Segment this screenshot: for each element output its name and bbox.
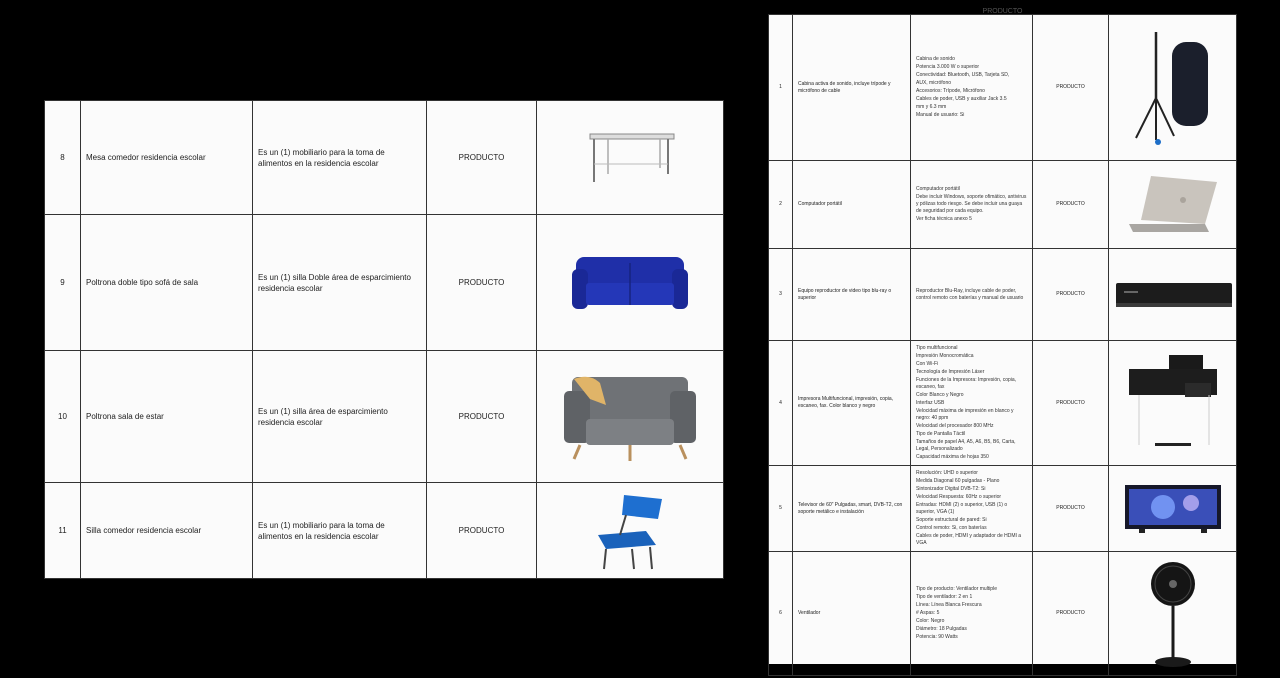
item-number: 2 xyxy=(769,161,793,249)
laptop-icon xyxy=(1125,172,1221,238)
item-specs: Computador portátil Debe incluir Windows, soporte ofimático, antivirus y pólizas todo riesgo. Se debe incluir una guaya de seguridad por cada equipo. Ver ficha técnica anexo 5 xyxy=(911,161,1033,249)
item-description: Es un (1) silla Doble área de esparcimiento residencia escolar xyxy=(253,215,427,351)
table-row xyxy=(769,552,1237,676)
item-number: 9 xyxy=(45,215,81,351)
item-specs: Resolución: UHD o superior Medida Diagonal 60 pulgadas - Plano Sintonizador Digital DVB-T2: Si Velocidad Respuesta: 60Hz o superior Entradas: HDMI (2) o superior, USB (1) o superior, VGA (1) Soporte estructural de pared: Si Control remoto: Si, con baterías Cables de poder, HDMI y adaptador de HDMI a VGA xyxy=(911,466,1033,552)
printer-icon xyxy=(1125,353,1221,453)
item-name: Impresora Multifuncional, impresión, copia, escaneo, fax. Color blanco y negro xyxy=(793,341,911,466)
item-name: Equipo reproductor de video tipo blu-ray o superior xyxy=(793,249,911,341)
item-type: PRODUCTO xyxy=(1033,161,1109,249)
item-name: Televisor de 60" Pulgadas, smart, DVB-T2, con soporte metálico e instalación xyxy=(793,466,911,552)
item-specs: Reproductor Blu-Ray, incluye cable de poder, control remoto con baterías y manual de usuario xyxy=(911,249,1033,341)
right-document-page xyxy=(768,8,1237,664)
item-image-cell xyxy=(1109,341,1237,466)
item-type: PRODUCTO xyxy=(1033,466,1109,552)
item-image-cell xyxy=(537,351,724,483)
table-row xyxy=(769,466,1237,552)
item-type: PRODUCTO xyxy=(427,215,537,351)
item-description: Es un (1) mobiliario para la toma de alimentos en la residencia escolar xyxy=(253,483,427,579)
item-number: 10 xyxy=(45,351,81,483)
item-name: Ventilador xyxy=(793,552,911,676)
chair-icon xyxy=(590,491,670,571)
item-specs: Tipo de producto: Ventilador multiple Tipo de ventilador: 2 en 1 Línea: Línea Blanca Frescura # Aspas: 5 Color: Negro Diámetro: 18 Pulgadas Potencia: 90 Watts xyxy=(911,552,1033,676)
table-row xyxy=(769,161,1237,249)
table-row xyxy=(769,15,1237,161)
item-number: 6 xyxy=(769,552,793,676)
armchair-icon xyxy=(560,369,700,465)
table-row xyxy=(769,249,1237,341)
table-row xyxy=(45,101,724,215)
item-name: Mesa comedor residencia escolar xyxy=(81,101,253,215)
table-row xyxy=(45,351,724,483)
table-row xyxy=(769,341,1237,466)
item-type: PRODUCTO xyxy=(427,101,537,215)
item-image-cell xyxy=(537,101,724,215)
item-type: PRODUCTO xyxy=(1033,341,1109,466)
item-image-cell xyxy=(1109,466,1237,552)
item-description: Es un (1) mobiliario para la toma de alimentos en la residencia escolar xyxy=(253,101,427,215)
item-number: 11 xyxy=(45,483,81,579)
item-image-cell xyxy=(1109,15,1237,161)
table-row xyxy=(45,215,724,351)
page-header: PRODUCTO xyxy=(982,8,1023,15)
left-product-table xyxy=(44,100,724,579)
item-name: Silla comedor residencia escolar xyxy=(81,483,253,579)
item-name: Poltrona doble tipo sofá de sala xyxy=(81,215,253,351)
speaker-icon xyxy=(1128,28,1218,148)
right-product-table xyxy=(768,14,1237,676)
item-number: 4 xyxy=(769,341,793,466)
table-icon xyxy=(580,128,680,188)
item-description: Es un (1) silla área de esparcimiento residencia escolar xyxy=(253,351,427,483)
fan-icon xyxy=(1138,558,1208,670)
item-type: PRODUCTO xyxy=(427,483,537,579)
item-name: Computador portátil xyxy=(793,161,911,249)
item-image-cell xyxy=(537,215,724,351)
item-type: PRODUCTO xyxy=(1033,15,1109,161)
item-name: Poltrona sala de estar xyxy=(81,351,253,483)
table-row xyxy=(45,483,724,579)
item-specs: Tipo multifuncional Impresión Monocromática Con Wi-Fi Tecnología de Impresión Láser Funciones de la Impresora: Impresión, copia, escaneo, fax Color Blanco y Negro Interfaz USB Velocidad máxima de impresión en blanco y negro: 40 ppm Velocidad del procesador 800 MHz Tipo de Pantalla Táctil Tamaños de papel A4, A5, A6, B5, B6, Carta, Legal, Personalizado Capacidad máxima de hojas 350 xyxy=(911,341,1033,466)
item-number: 3 xyxy=(769,249,793,341)
tv-icon xyxy=(1123,483,1223,535)
item-image-cell xyxy=(1109,552,1237,676)
item-number: 5 xyxy=(769,466,793,552)
item-number: 8 xyxy=(45,101,81,215)
item-specs: Cabina de sonido Potencia 3.000 W o superior Conectividad: Bluetooth, USB, Tarjeta SD, AUX, micrófono Accesorios: Trípode, Micrófono Cables de poder, USB y auxiliar Jack 3.5 mm y 6.3 mm Manual de usuario: Si xyxy=(911,15,1033,161)
item-image-cell xyxy=(537,483,724,579)
sofa-icon xyxy=(570,251,690,315)
item-type: PRODUCTO xyxy=(427,351,537,483)
left-document-page xyxy=(44,100,724,578)
item-type: PRODUCTO xyxy=(1033,552,1109,676)
item-number: 1 xyxy=(769,15,793,161)
item-type: PRODUCTO xyxy=(1033,249,1109,341)
item-image-cell xyxy=(1109,161,1237,249)
item-image-cell xyxy=(1109,249,1237,341)
item-name: Cabina activa de sonido, incluye trípode y micrófono de cable xyxy=(793,15,911,161)
bluray-icon xyxy=(1114,277,1234,313)
